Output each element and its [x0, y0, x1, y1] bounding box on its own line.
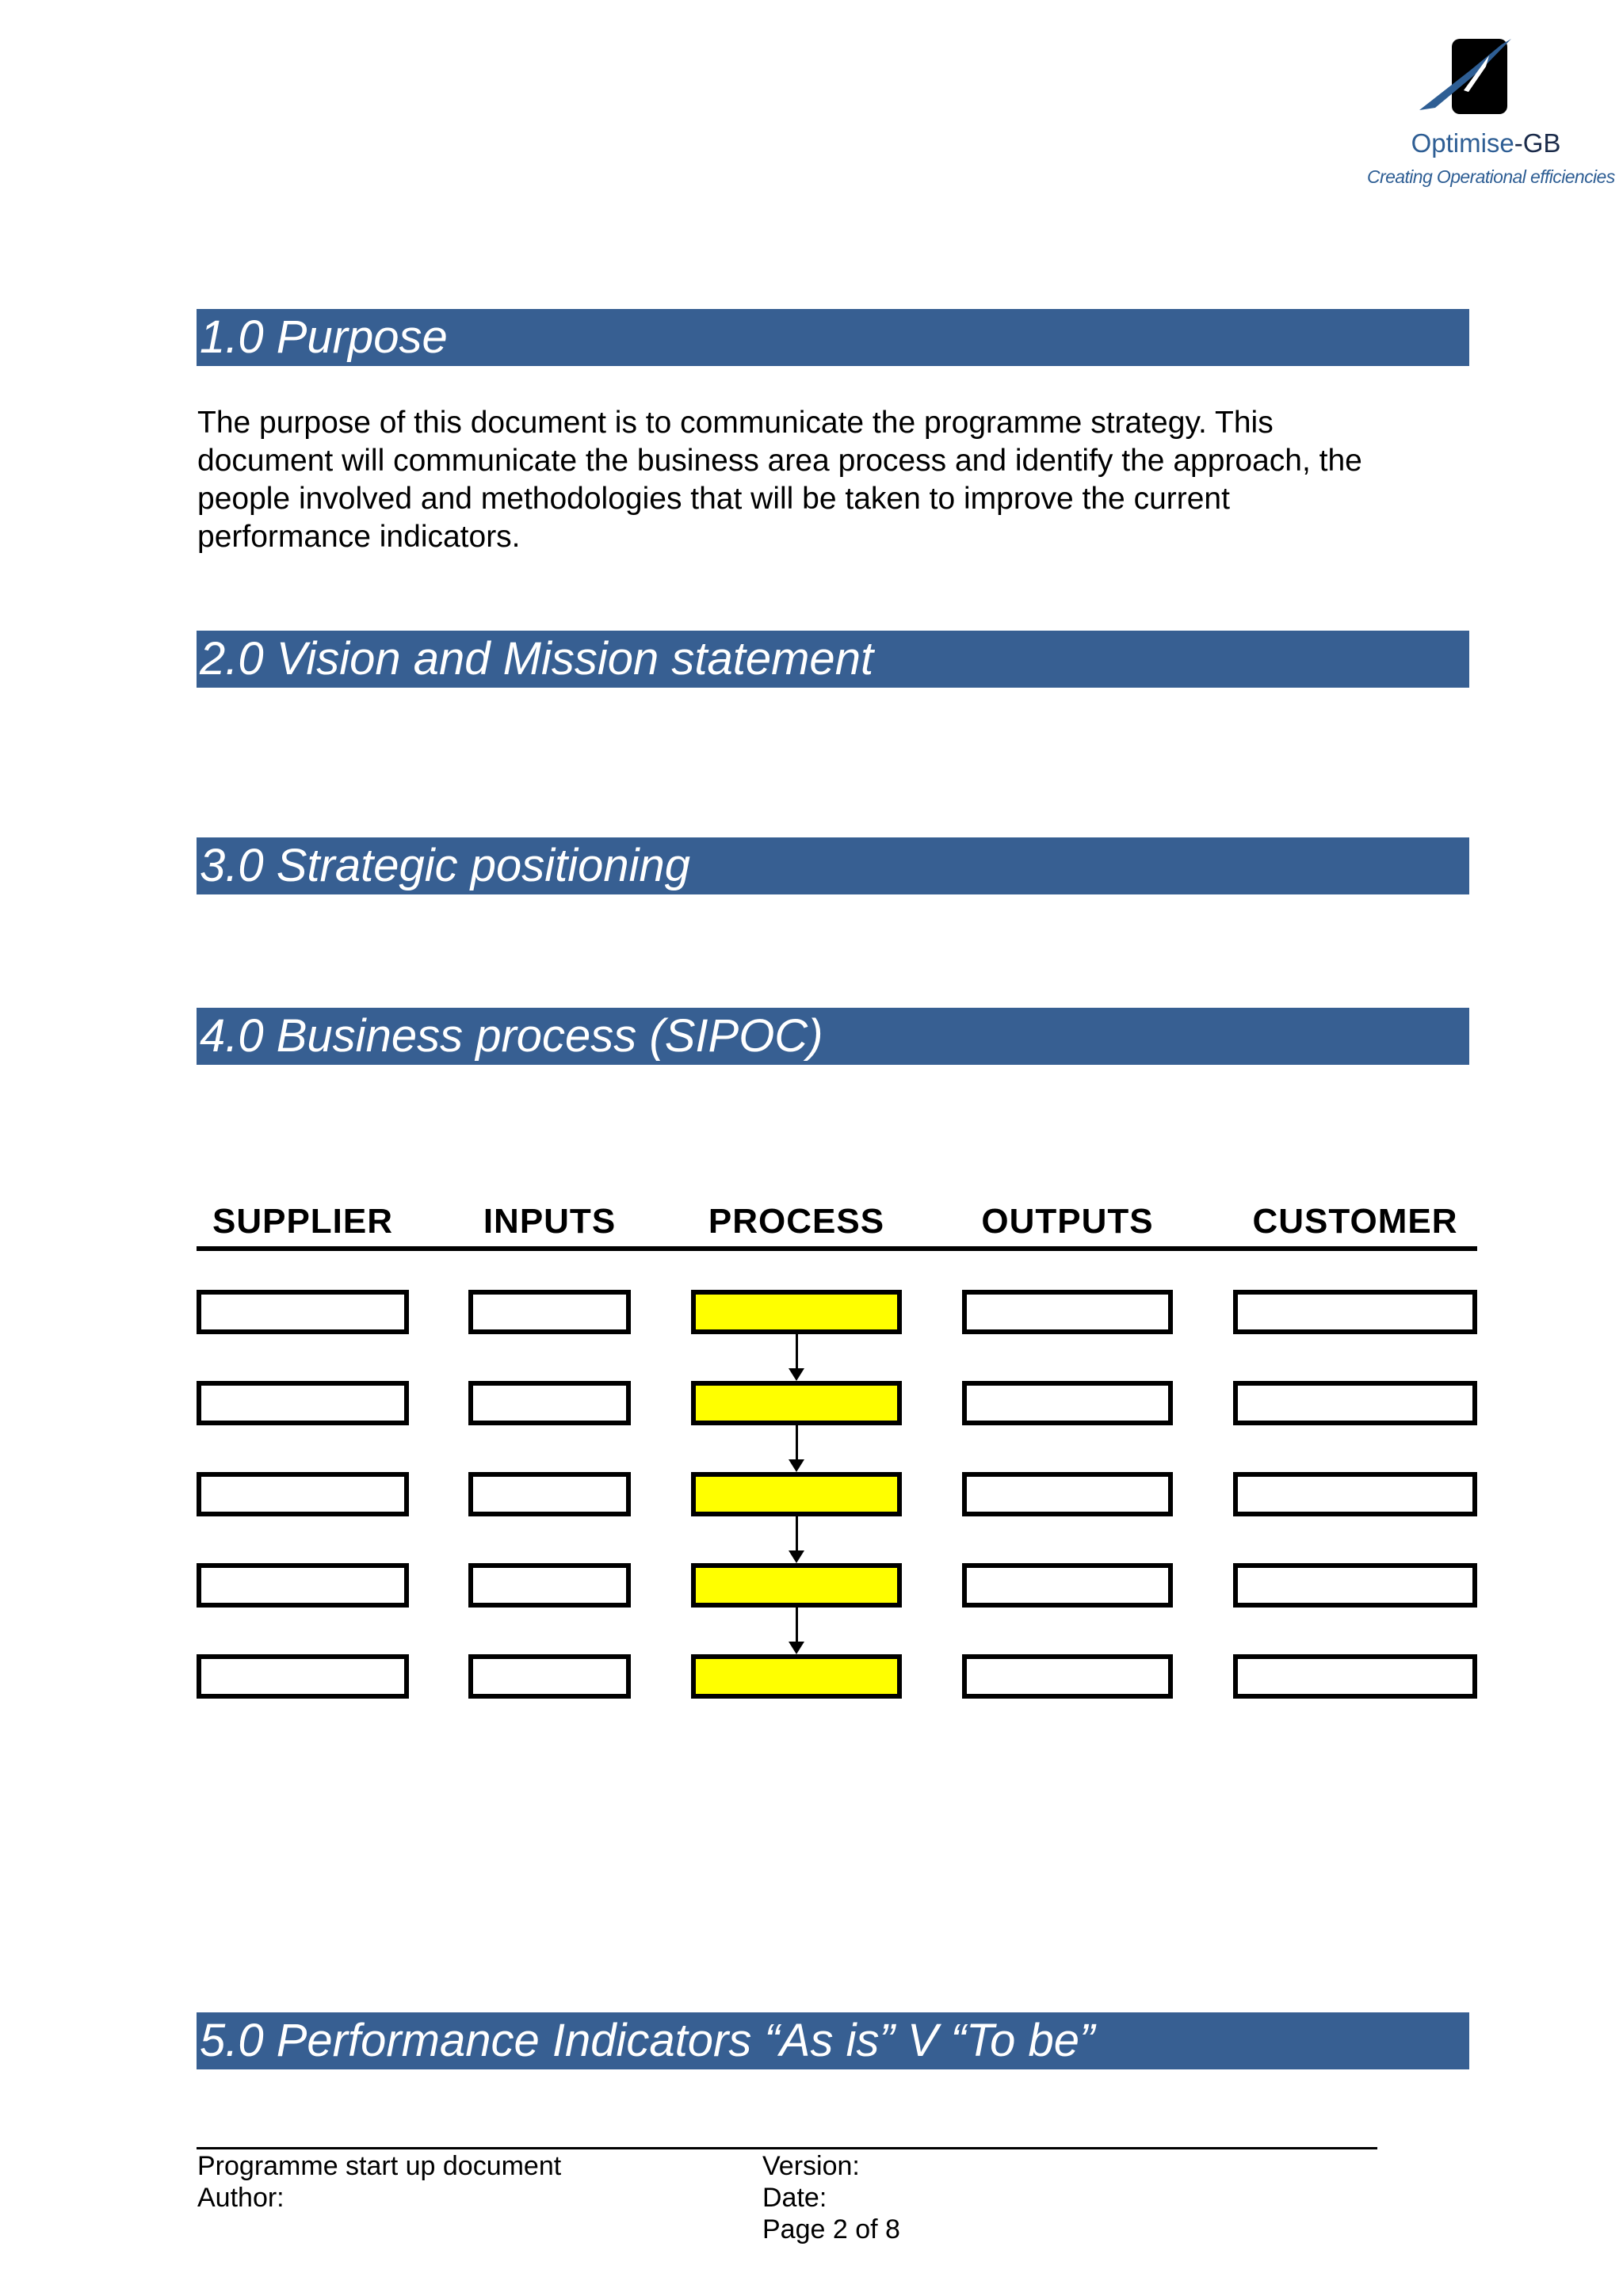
optimise-gb-logo-mark-icon — [1419, 35, 1546, 122]
sipoc-outputs-box — [962, 1290, 1173, 1334]
sipoc-header-customer: CUSTOMER — [1252, 1202, 1458, 1241]
purpose-line-2: document will communicate the business area process and identify the approach, the — [197, 444, 1362, 478]
process-flow-connector — [796, 1334, 798, 1368]
logo-tagline: Creating Operational efficiencies — [1367, 166, 1615, 187]
sipoc-supplier-box — [197, 1563, 409, 1608]
sipoc-header-inputs: INPUTS — [483, 1202, 617, 1241]
sipoc-process-box — [691, 1472, 902, 1516]
sipoc-header-rule — [197, 1246, 1477, 1251]
sipoc-outputs-box — [962, 1654, 1173, 1699]
sipoc-inputs-box — [468, 1381, 631, 1425]
sipoc-inputs-box — [468, 1290, 631, 1334]
sipoc-supplier-box — [197, 1654, 409, 1699]
purpose-line-1: The purpose of this document is to communicate the programme strategy. This — [197, 406, 1274, 440]
sipoc-process-box — [691, 1290, 902, 1334]
sipoc-supplier-box — [197, 1472, 409, 1516]
sipoc-customer-box — [1233, 1472, 1477, 1516]
footer-date: Date: — [762, 2183, 827, 2213]
section-heading-strategic: 3.0 Strategic positioning — [197, 837, 1469, 894]
sipoc-supplier-box — [197, 1381, 409, 1425]
sipoc-customer-box — [1233, 1563, 1477, 1608]
sipoc-header-process: PROCESS — [708, 1202, 885, 1241]
process-flow-connector — [796, 1425, 798, 1459]
sipoc-process-box — [691, 1654, 902, 1699]
section-heading-performance: 5.0 Performance Indicators “As is” V “To be” — [197, 2012, 1469, 2069]
logo-name: Optimise-GB — [1411, 128, 1561, 158]
sipoc-header-supplier: SUPPLIER — [212, 1202, 394, 1241]
footer-doc-title: Programme start up document — [197, 2151, 562, 2181]
arrow-down-icon — [789, 1642, 804, 1654]
section-heading-purpose: 1.0 Purpose — [197, 309, 1469, 366]
sipoc-customer-box — [1233, 1290, 1477, 1334]
sipoc-inputs-box — [468, 1472, 631, 1516]
sipoc-supplier-box — [197, 1290, 409, 1334]
purpose-line-4: performance indicators. — [197, 520, 521, 554]
sipoc-process-box — [691, 1563, 902, 1608]
process-flow-connector — [796, 1608, 798, 1642]
sipoc-inputs-box — [468, 1654, 631, 1699]
footer-author: Author: — [197, 2183, 285, 2213]
purpose-line-3: people involved and methodologies that will be taken to improve the current — [197, 482, 1230, 516]
footer-version: Version: — [762, 2151, 860, 2181]
arrow-down-icon — [789, 1459, 804, 1472]
sipoc-customer-box — [1233, 1381, 1477, 1425]
footer-rule — [197, 2147, 1377, 2149]
arrow-down-icon — [789, 1550, 804, 1563]
arrow-down-icon — [789, 1368, 804, 1381]
sipoc-outputs-box — [962, 1472, 1173, 1516]
sipoc-process-box — [691, 1381, 902, 1425]
sipoc-inputs-box — [468, 1563, 631, 1608]
sipoc-header-outputs: OUTPUTS — [981, 1202, 1154, 1241]
sipoc-customer-box — [1233, 1654, 1477, 1699]
company-logo — [1367, 35, 1615, 201]
process-flow-connector — [796, 1516, 798, 1550]
footer-page-number: Page 2 of 8 — [762, 2214, 900, 2245]
sipoc-outputs-box — [962, 1563, 1173, 1608]
section-heading-vision: 2.0 Vision and Mission statement — [197, 631, 1469, 688]
section-heading-sipoc: 4.0 Business process (SIPOC) — [197, 1008, 1469, 1065]
sipoc-outputs-box — [962, 1381, 1173, 1425]
purpose-paragraph — [197, 404, 1465, 556]
